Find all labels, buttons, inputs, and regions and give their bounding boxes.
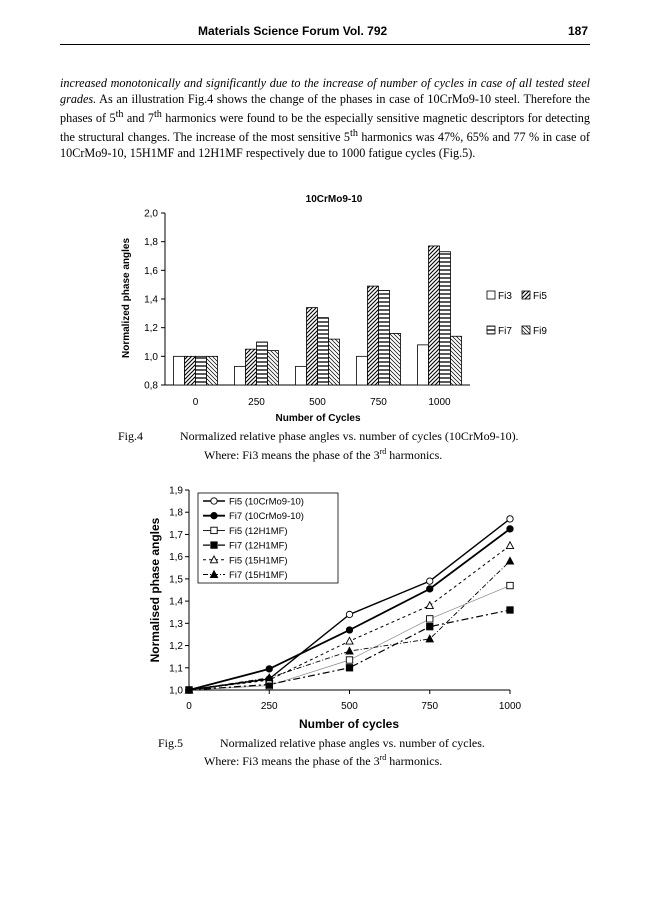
legend-swatch (522, 291, 530, 299)
bar-fi5 (185, 356, 196, 385)
x-tick-label: 750 (370, 397, 387, 408)
x-tick-label: 250 (248, 397, 265, 408)
x-axis-label: Number of cycles (298, 717, 400, 731)
x-tick-label: 750 (421, 701, 439, 712)
bar-fi9 (207, 356, 218, 385)
legend-swatch (487, 291, 495, 299)
legend-label: Fi5 (10CrMo9-10) (229, 496, 304, 508)
legend-label: Fi3 (498, 291, 512, 302)
data-point (266, 666, 272, 672)
bar-fi9 (451, 336, 462, 385)
y-tick-label: 1,6 (144, 265, 158, 277)
text-s2: and 7 (123, 111, 154, 126)
bar-fi7 (318, 318, 329, 385)
text-s1: As an illustration Fig.4 shows the change of the phases in case of 10CrMo9-10 steel. Therefore the phases of 5 (60, 92, 590, 126)
fig5-where-sup: rd (379, 753, 387, 762)
bar-fi7 (257, 342, 268, 385)
y-tick-label: 1,5 (169, 574, 183, 586)
data-point (346, 637, 353, 644)
data-point (506, 542, 513, 549)
bar-fi5 (307, 308, 318, 385)
data-point (507, 516, 513, 522)
bar-fi7 (379, 290, 390, 385)
legend-label: Fi5 (15H1MF) (229, 555, 288, 567)
fig5-where-a: Where: Fi3 means the phase of the 3 (204, 754, 380, 768)
y-tick-label: 1,3 (169, 618, 183, 630)
fig4-bar-chart (0, 188, 650, 428)
data-point (507, 582, 513, 588)
y-tick-label: 1,1 (169, 663, 183, 675)
page-number: 187 (567, 24, 588, 38)
bar-fi5 (368, 286, 379, 385)
bar-fi7 (440, 252, 451, 385)
legend-label: Fi5 (12H1MF) (229, 525, 288, 537)
y-tick-label: 1,8 (169, 507, 183, 519)
y-tick-label: 0,8 (144, 380, 158, 392)
y-axis-label: Normalized phase angles (121, 237, 132, 359)
x-tick-label: 0 (186, 701, 192, 712)
x-tick-label: 500 (309, 397, 326, 408)
legend-marker (211, 513, 217, 519)
bar-fi7 (196, 356, 207, 385)
x-tick-label: 1000 (498, 701, 522, 712)
y-tick-label: 1,6 (169, 552, 183, 564)
legend-marker (211, 542, 217, 548)
fig5-caption (158, 735, 628, 768)
x-tick-label: 500 (341, 701, 358, 712)
data-point (426, 602, 433, 609)
bar-fi5 (246, 349, 257, 385)
y-tick-label: 1,2 (144, 323, 158, 335)
y-tick-label: 1,8 (144, 237, 158, 249)
y-tick-label: 1,9 (169, 485, 183, 497)
fig5-caption-text: Normalized relative phase angles vs. number of cycles. (220, 736, 485, 750)
legend-label: Fi5 (533, 291, 547, 302)
bar-fi9 (329, 339, 340, 385)
chart-title: 10CrMo9-10 (305, 194, 363, 205)
legend-label: Fi7 (498, 326, 512, 337)
x-tick-label: 1000 (428, 397, 451, 408)
y-tick-label: 1,2 (169, 641, 183, 653)
legend-label: Fi7 (12H1MF) (229, 540, 288, 552)
x-axis-label: Number of Cycles (275, 413, 361, 424)
fig5-line-chart (0, 480, 650, 735)
data-point (346, 657, 352, 663)
x-tick-label: 250 (260, 701, 278, 712)
sup-3: th (350, 128, 358, 140)
running-header (60, 22, 590, 45)
data-point (346, 611, 352, 617)
data-point (427, 578, 433, 584)
bar-fi3 (174, 356, 185, 385)
legend-label: Fi9 (533, 326, 547, 337)
data-point (427, 616, 433, 622)
bar-fi3 (235, 366, 246, 385)
bar-fi3 (357, 356, 368, 385)
bar-fi3 (296, 366, 307, 385)
legend-label: Fi7 (15H1MF) (229, 570, 288, 581)
y-tick-label: 2,0 (144, 208, 158, 220)
fig4-caption-text: Normalized relative phase angles vs. number of cycles (10CrMo9-10). (180, 429, 519, 443)
y-tick-label: 1,0 (169, 685, 183, 697)
fig4-label: Fig.4 (118, 429, 144, 443)
bar-fi5 (429, 246, 440, 385)
sup-2: th (153, 109, 162, 120)
body-paragraph (60, 75, 590, 161)
fig5-label: Fig.5 (158, 736, 184, 750)
fig5-where (204, 750, 442, 769)
fig4-where-a: Where: Fi3 means the phase of the 3 (204, 448, 380, 462)
bar-fi9 (268, 351, 279, 385)
y-tick-label: 1,4 (144, 294, 158, 306)
data-point (346, 627, 352, 633)
fig4-caption (118, 428, 618, 462)
bar-fi3 (418, 345, 429, 385)
data-point (346, 647, 353, 654)
fig4-where (204, 444, 442, 463)
legend-marker (211, 498, 217, 504)
text-s3: harmonics were found to be the especially sensitive magnetic descriptors for detecting the structural changes. The increase of the most sensitive 5 (60, 111, 590, 145)
x-tick-label: 0 (192, 397, 199, 408)
italic-text: increased monotonically and significantly due to the increase of number of cycles in case of all tested steel grades. (60, 76, 590, 106)
y-tick-label: 1,7 (169, 529, 183, 541)
data-point (427, 623, 433, 629)
text-s4: harmonics was 47%, 65% and 77 % in case of 10CrMo9-10, 15H1MF and 12H1MF respectively due to 1000 fatigue cycles (Fig.5). (60, 130, 590, 161)
bar-fi9 (390, 333, 401, 385)
fig4-where-b: harmonics. (386, 448, 443, 462)
data-point (507, 607, 513, 613)
journal-title: Materials Science Forum Vol. 792 (198, 24, 388, 38)
data-point (427, 586, 433, 592)
y-tick-label: 1,0 (144, 351, 158, 363)
data-point (346, 665, 352, 671)
y-tick-label: 1,4 (169, 596, 183, 608)
legend-swatch (522, 326, 530, 334)
y-axis-label: Normalised phase angles (148, 517, 162, 663)
fig5-where-b: harmonics. (386, 754, 443, 768)
sup-1: th (115, 109, 124, 120)
data-point (507, 526, 513, 532)
data-point (506, 557, 513, 564)
legend-marker (211, 527, 217, 533)
legend-label: Fi7 (10CrMo9-10) (229, 511, 304, 523)
legend-swatch (487, 326, 495, 334)
fig4-where-sup: rd (379, 447, 387, 456)
